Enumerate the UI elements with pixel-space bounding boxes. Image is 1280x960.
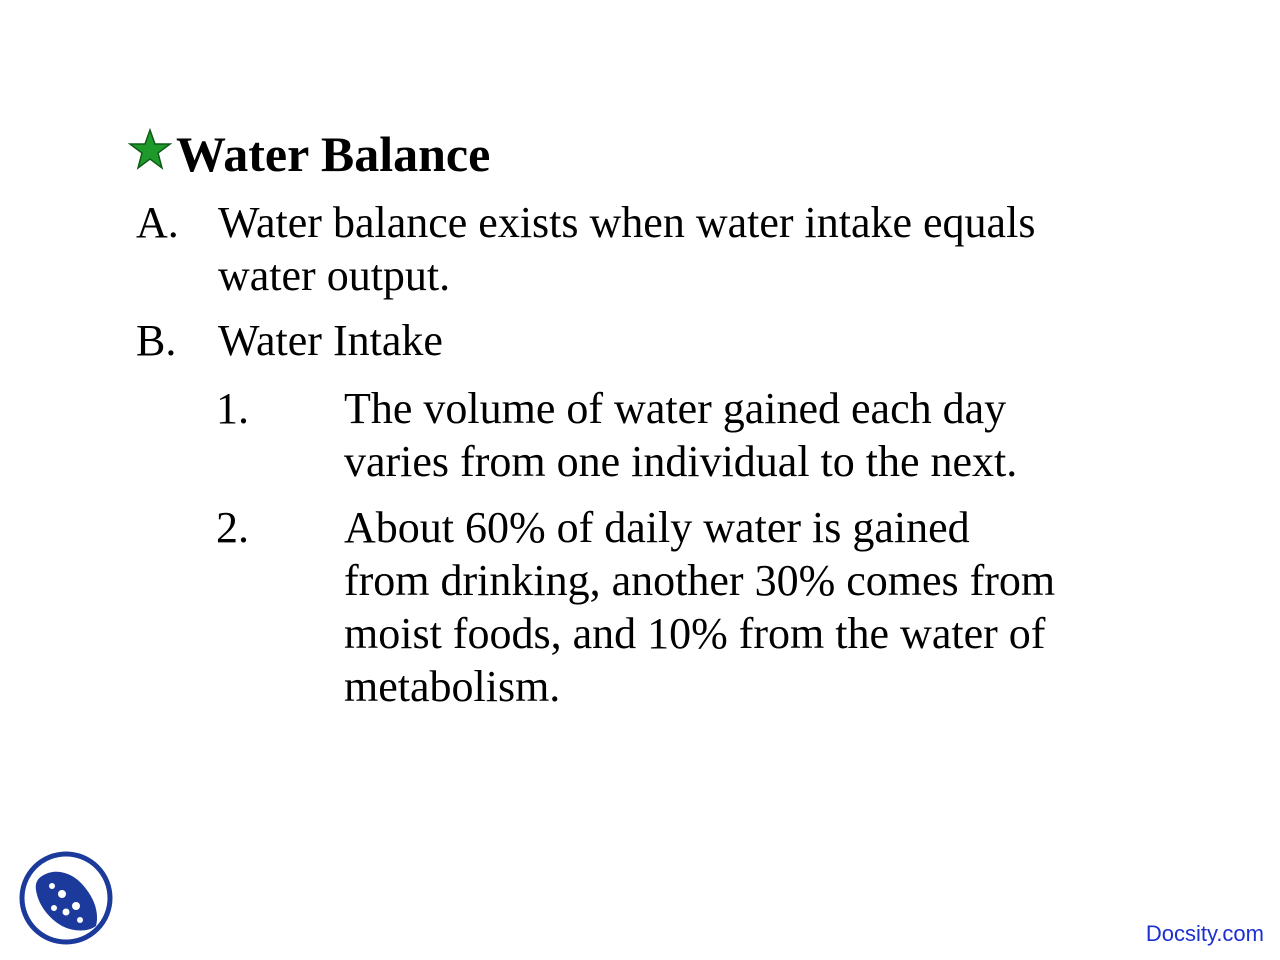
- sub-item-marker: 2.: [216, 503, 249, 552]
- title-row: [128, 122, 490, 186]
- text-line: metabolism.: [344, 662, 561, 711]
- sub-item-text: [344, 382, 1017, 488]
- text-line: Water balance exists when water intake equals: [218, 198, 1036, 247]
- docsity-link[interactable]: Docsity.com: [1145, 921, 1264, 946]
- sub-item-marker: 1.: [216, 384, 249, 433]
- list-item-text: [218, 196, 1035, 302]
- text-line: from drinking, another 30% comes from: [344, 556, 1056, 605]
- list-marker: A.: [136, 198, 179, 247]
- text-line: The volume of water gained each day: [344, 384, 1007, 433]
- slide-title: Water Balance: [176, 126, 491, 182]
- text-line: About 60% of daily water is gained: [344, 503, 970, 552]
- docsity-logo[interactable]: [18, 850, 114, 946]
- sub-item-text: [344, 501, 1055, 713]
- star-icon: [128, 128, 172, 172]
- list-item-text: [218, 314, 443, 367]
- text-line: moist foods, and 10% from the water of: [344, 609, 1046, 658]
- list-marker: B.: [136, 316, 177, 365]
- text-line: varies from one individual to the next.: [344, 437, 1018, 486]
- text-line: water output.: [218, 251, 451, 300]
- text-line: Water Intake: [218, 316, 443, 365]
